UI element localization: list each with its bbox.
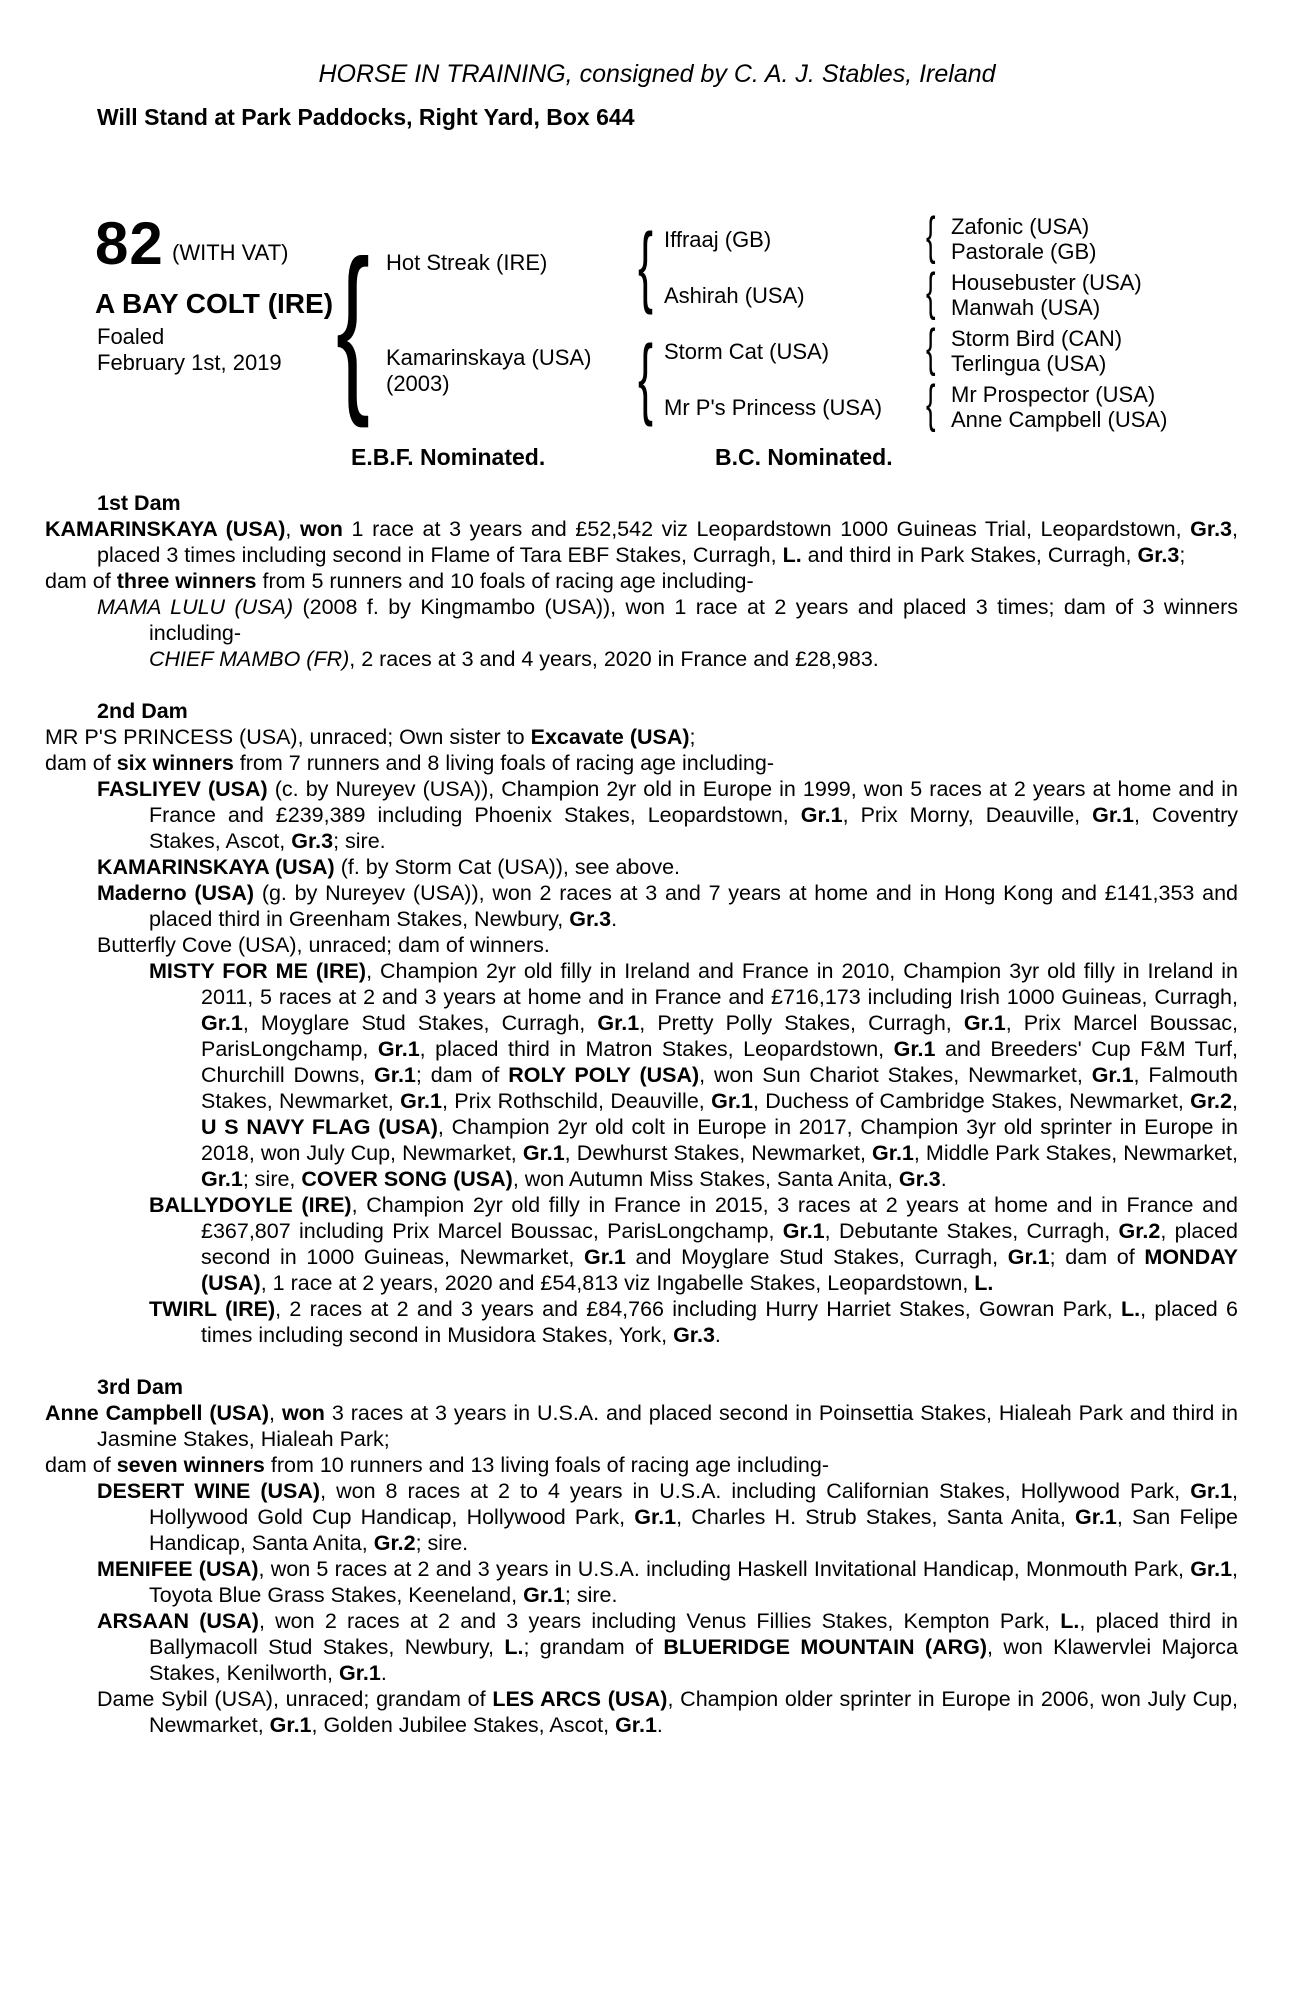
text-run: Gr.1 — [1190, 1557, 1233, 1581]
text-run: . — [656, 1713, 663, 1737]
text-run: seven winners — [116, 1453, 265, 1477]
text-run: Gr.1 — [269, 1713, 312, 1737]
pedigree-paragraph — [45, 724, 1238, 750]
text-run: dam of — [45, 1453, 117, 1477]
text-run: ; sire. — [564, 1583, 618, 1607]
text-run: , Golden Jubilee Stakes, Ascot, — [311, 1713, 616, 1737]
text-run: Gr.3 — [898, 1167, 941, 1191]
text-run: , Middle Park Stakes, Newmarket, — [913, 1141, 1238, 1165]
text-run: , won Klawervlei Majorca Stakes, Kenilworth, — [149, 1635, 1238, 1685]
text-run: Gr.1 — [963, 1011, 1006, 1035]
pedigree-paragraph — [45, 568, 1238, 594]
text-run: Gr.3 — [569, 907, 612, 931]
text-run: MR P'S PRINCESS (USA), unraced; Own sister to — [45, 725, 531, 749]
text-run: , San Felipe Handicap, Santa Anita, — [149, 1505, 1239, 1555]
text-run: Gr.3 — [673, 1323, 715, 1347]
text-run: and Moyglare Stud Stakes, Curragh, — [625, 1245, 1008, 1269]
text-run: , placed 3 times including second in Flame of Tara EBF Stakes, Curragh, — [97, 517, 1238, 567]
brace-icon: { — [926, 375, 936, 433]
text-run: (c. by Nureyev (USA)), Champion 2yr old in Europe in 1999, won 5 races at 2 years at home and in France and £239,389 including Phoenix Stakes, Leopardstown, — [149, 777, 1238, 827]
lot-number: 82 — [95, 210, 164, 277]
text-run: TWIRL (IRE) — [149, 1297, 276, 1321]
page-title: HORSE IN TRAINING, consigned by C. A. J. Stables, Ireland — [318, 60, 996, 88]
text-run: Gr.1 — [201, 1167, 243, 1191]
text-run: 1 race at 3 years and £52,542 viz Leopardstown 1000 Guineas Trial, Leopardstown, — [342, 517, 1191, 541]
pedigree-paragraph — [45, 750, 1238, 776]
text-run: Gr.1 — [1092, 803, 1134, 827]
text-run: , Coventry Stakes, Ascot, — [149, 803, 1238, 853]
text-run: BALLYDOYLE (IRE) — [149, 1193, 352, 1217]
text-run: Gr.1 — [711, 1089, 753, 1113]
text-run: and third in Park Stakes, Curragh, — [801, 543, 1138, 567]
text-run: , Debutante Stakes, Curragh, — [824, 1219, 1119, 1243]
text-run: Maderno (USA) — [97, 881, 255, 905]
pedigree-paragraph — [97, 1556, 1239, 1608]
text-run: , placed second in 1000 Guineas, Newmarket, — [201, 1219, 1239, 1269]
text-run: Gr.2 — [373, 1531, 416, 1555]
great-grandparent-name: Mr Prospector (USA) — [951, 382, 1156, 407]
text-run: DESERT WINE (USA) — [97, 1479, 321, 1503]
text-run: , Prix Rothschild, Deauville, — [441, 1089, 712, 1113]
text-run: , Dewhurst Stakes, Newmarket, — [564, 1141, 873, 1165]
text-run: , Duchess of Cambridge Stakes, Newmarket, — [752, 1089, 1191, 1113]
text-run: Gr.1 — [377, 1037, 420, 1061]
text-run: MENIFEE (USA) — [97, 1557, 259, 1581]
text-run: Gr.1 — [800, 803, 843, 827]
text-run: CHIEF MAMBO (FR) — [149, 647, 350, 671]
section-heading: 2nd Dam — [97, 699, 188, 723]
text-run: ; sire. — [415, 1531, 469, 1555]
text-run: , Toyota Blue Grass Stakes, Keeneland, — [149, 1557, 1239, 1607]
text-run: Gr.1 — [597, 1011, 640, 1035]
brace-icon: { — [926, 319, 936, 377]
text-run: , won Autumn Miss Stakes, Santa Anita, — [512, 1167, 899, 1191]
text-run: L. — [1121, 1297, 1141, 1321]
great-grandparent-name: Pastorale (GB) — [951, 239, 1097, 264]
great-grandparent-name: Zafonic (USA) — [951, 214, 1090, 239]
text-run: L. — [1060, 1609, 1080, 1633]
text-run: Dame Sybil (USA), unraced; grandam of — [97, 1687, 493, 1711]
pedigree-paragraph — [97, 880, 1238, 932]
text-run: ; dam of — [1049, 1245, 1145, 1269]
text-run: ; sire. — [333, 829, 386, 853]
text-run: , Champion older sprinter in Europe in 2006, won July Cup, Newmarket, — [149, 1687, 1238, 1737]
pedigree-text — [45, 490, 1239, 1738]
grandparent-name: Iffraaj (GB) — [664, 227, 772, 252]
text-run: Anne Campbell (USA) — [45, 1401, 270, 1425]
text-run: LES ARCS (USA) — [492, 1687, 668, 1711]
text-run: , 2 races at 3 and 4 years, 2020 in France and £28,983. — [349, 647, 879, 671]
text-run: , Prix Marcel Boussac, ParisLongchamp, — [201, 1011, 1238, 1061]
grandparent-name: Ashirah (USA) — [664, 283, 805, 308]
text-run: Gr.1 — [1190, 1479, 1233, 1503]
pedigree-paragraph — [45, 1452, 1238, 1478]
text-run: ARSAAN (USA) — [97, 1609, 259, 1633]
text-run: Gr.1 — [872, 1141, 914, 1165]
text-run: (g. by Nureyev (USA)), won 2 races at 3 and 7 years at home and in Hong Kong and £141,353 and placed third in Greenham Stakes, Newbury, — [149, 881, 1238, 931]
text-run: , Champion 2yr old filly in Ireland and France in 2010, Champion 3yr old filly in Ireland in 2011, 5 races at 2 and 3 years at home and in France and £716,173 including Irish 1000 Guineas, Curragh, — [201, 959, 1238, 1009]
great-grandparent-name: Housebuster (USA) — [951, 270, 1142, 295]
text-run: Gr.3 — [1137, 543, 1180, 567]
text-run: , won 5 races at 2 and 3 years in U.S.A. including Haskell Invitational Handicap, Monmouth Park, — [258, 1557, 1191, 1581]
text-run: six winners — [116, 751, 234, 775]
text-run: , Moyglare Stud Stakes, Curragh, — [242, 1011, 598, 1035]
text-run: , Prix Morny, Deauville, — [842, 803, 1093, 827]
text-run: MAMA LULU (USA) — [97, 595, 294, 619]
text-run: ; — [1179, 543, 1186, 567]
text-run: , Champion 2yr old colt in Europe in 2017, Champion 3yr old sprinter in Europe in 2018, won July Cup, Newmarket, — [201, 1115, 1238, 1165]
brace-icon: { — [638, 216, 654, 316]
text-run: Gr.1 — [522, 1141, 565, 1165]
pedigree-paragraph — [149, 1192, 1239, 1296]
pedigree-paragraph — [97, 1608, 1238, 1686]
text-run: ; — [689, 725, 696, 749]
text-run: Gr.1 — [339, 1661, 381, 1685]
text-run: ROLY POLY (USA) — [508, 1063, 700, 1087]
text-run: MONDAY (USA) — [201, 1245, 1238, 1295]
text-run: Gr.1 — [615, 1713, 657, 1737]
text-run: , Charles H. Strub Stakes, Santa Anita, — [676, 1505, 1076, 1529]
pedigree-paragraph — [97, 1478, 1239, 1556]
text-run: , placed 6 times including second in Musidora Stakes, York, — [201, 1297, 1238, 1347]
text-run: Butterfly Cove (USA), unraced; dam of winners. — [97, 933, 550, 957]
grandparent-name: Mr P's Princess (USA) — [664, 395, 883, 420]
text-run: ; grandam of — [523, 1635, 664, 1659]
great-grandparent-name: Storm Bird (CAN) — [951, 326, 1123, 351]
text-run: , 1 race at 2 years, 2020 and £54,813 viz Ingabelle Stakes, Leopardstown, — [260, 1271, 975, 1295]
text-run: Gr.1 — [523, 1583, 565, 1607]
brace-icon: { — [336, 223, 370, 429]
text-run: KAMARINSKAYA (USA) — [45, 517, 286, 541]
section-heading: 3rd Dam — [97, 1375, 184, 1399]
text-run: Gr.1 — [584, 1245, 626, 1269]
text-run: won — [299, 517, 343, 541]
foaled-label: Foaled — [97, 324, 165, 349]
brace-icon: { — [638, 328, 654, 428]
text-run: from 10 runners and 13 living foals of racing age including- — [264, 1453, 829, 1477]
text-run: L. — [782, 543, 802, 567]
text-run: U S NAVY FLAG (USA) — [201, 1115, 438, 1139]
text-run: , placed third in Matron Stakes, Leopardstown, — [419, 1037, 894, 1061]
text-run: Gr.3 — [291, 829, 334, 853]
text-run: . — [380, 1661, 387, 1685]
text-run: MISTY FOR ME (IRE) — [149, 959, 367, 983]
text-run: , Champion 2yr old filly in France in 2015, 3 races at 2 years at home and in France and £367,807 including Prix Marcel Boussac, ParisLongchamp, — [201, 1193, 1238, 1243]
text-run: COVER SONG (USA) — [301, 1167, 513, 1191]
text-run: Gr.1 — [1007, 1245, 1050, 1269]
text-run: L. — [974, 1271, 994, 1295]
text-run: from 5 runners and 10 foals of racing age including- — [256, 569, 754, 593]
text-run: , Pretty Polly Stakes, Curragh, — [639, 1011, 964, 1035]
text-run: dam of — [45, 751, 117, 775]
pedigree-paragraph — [97, 594, 1238, 646]
text-run: . — [611, 907, 618, 931]
text-run: , — [269, 1401, 282, 1425]
text-run: Gr.1 — [1091, 1063, 1134, 1087]
bc-nominated-label: B.C. Nominated. — [715, 444, 893, 470]
brace-icon: { — [926, 207, 936, 265]
text-run: Gr.1 — [374, 1063, 416, 1087]
text-run: three winners — [116, 569, 257, 593]
text-run: , placed third in Ballymacoll Stud Stakes, Newbury, — [149, 1609, 1238, 1659]
horse-name: A BAY COLT (IRE) — [95, 288, 334, 319]
text-run: . — [940, 1167, 947, 1191]
text-run: , 2 races at 2 and 3 years and £84,766 including Hurry Harriet Stakes, Gowran Park, — [275, 1297, 1122, 1321]
text-run: . — [714, 1323, 721, 1347]
text-run: Gr.3 — [1190, 517, 1233, 541]
text-run: , — [1232, 1089, 1238, 1113]
text-run: and Breeders' Cup F&M Turf, Churchill Downs, — [201, 1037, 1239, 1087]
text-run: , won Sun Chariot Stakes, Newmarket, — [699, 1063, 1092, 1087]
vat-note: (WITH VAT) — [172, 240, 289, 265]
text-run: ; dam of — [415, 1063, 509, 1087]
ebf-nominated-label: E.B.F. Nominated. — [351, 444, 546, 470]
text-run: dam of — [45, 569, 117, 593]
great-grandparent-name: Manwah (USA) — [951, 295, 1101, 320]
pedigree-paragraph — [45, 516, 1238, 568]
pedigree-paragraph — [97, 776, 1238, 854]
great-grandparent-name: Anne Campbell (USA) — [951, 407, 1168, 432]
great-grandparent-name: Terlingua (USA) — [951, 351, 1107, 376]
text-run: , won 8 races at 2 to 4 years in U.S.A. including Californian Stakes, Hollywood Park, — [320, 1479, 1191, 1503]
text-run: KAMARINSKAYA (USA) — [97, 855, 335, 879]
text-run: won — [281, 1401, 325, 1425]
text-run: from 7 runners and 8 living foals of racing age including- — [233, 751, 774, 775]
text-run: Gr.1 — [782, 1219, 825, 1243]
text-run: FASLIYEV (USA) — [97, 777, 268, 801]
pedigree-paragraph — [45, 1400, 1238, 1452]
pedigree-paragraph — [97, 932, 1238, 958]
pedigree-paragraph — [97, 1686, 1238, 1738]
text-run: Gr.1 — [201, 1011, 243, 1035]
text-run: (f. by Storm Cat (USA)), see above. — [334, 855, 681, 879]
pedigree-paragraph — [149, 958, 1239, 1192]
brace-icon: { — [926, 263, 936, 321]
text-run: Gr.2 — [1190, 1089, 1232, 1113]
pedigree-paragraph — [97, 854, 1238, 880]
text-run: (2008 f. by Kingmambo (USA)), won 1 race at 2 years and placed 3 times; dam of 3 winners including- — [149, 595, 1238, 645]
dam-name: Kamarinskaya (USA) — [386, 345, 592, 370]
grandparent-name: Storm Cat (USA) — [664, 339, 830, 364]
text-run: ; sire, — [242, 1167, 302, 1191]
text-run: 3 races at 3 years in U.S.A. and placed second in Poinsettia Stakes, Hialeah Park and third in Jasmine Stakes, Hialeah Park; — [97, 1401, 1238, 1451]
text-run: Gr.1 — [1075, 1505, 1117, 1529]
text-run: , — [285, 517, 300, 541]
text-run: , won 2 races at 2 and 3 years including Venus Fillies Stakes, Kempton Park, — [258, 1609, 1061, 1633]
pedigree-paragraph — [149, 1296, 1238, 1348]
text-run: Gr.1 — [893, 1037, 936, 1061]
stand-location: Will Stand at Park Paddocks, Right Yard, Box 644 — [97, 104, 635, 130]
dam-year: (2003) — [386, 371, 450, 396]
text-run: Gr.1 — [634, 1505, 677, 1529]
text-run: Excavate (USA) — [530, 725, 690, 749]
text-run: BLUERIDGE MOUNTAIN (ARG) — [663, 1635, 988, 1659]
text-run: Gr.1 — [400, 1089, 442, 1113]
foaled-date: February 1st, 2019 — [97, 350, 282, 375]
pedigree-paragraph — [149, 646, 1238, 672]
text-run: Gr.2 — [1118, 1219, 1161, 1243]
sire-name: Hot Streak (IRE) — [386, 250, 548, 275]
text-run: L. — [504, 1635, 524, 1659]
text-run: , Falmouth Stakes, Newmarket, — [201, 1063, 1238, 1113]
section-heading: 1st Dam — [97, 491, 181, 515]
text-run: , Hollywood Gold Cup Handicap, Hollywood Park, — [149, 1479, 1239, 1529]
